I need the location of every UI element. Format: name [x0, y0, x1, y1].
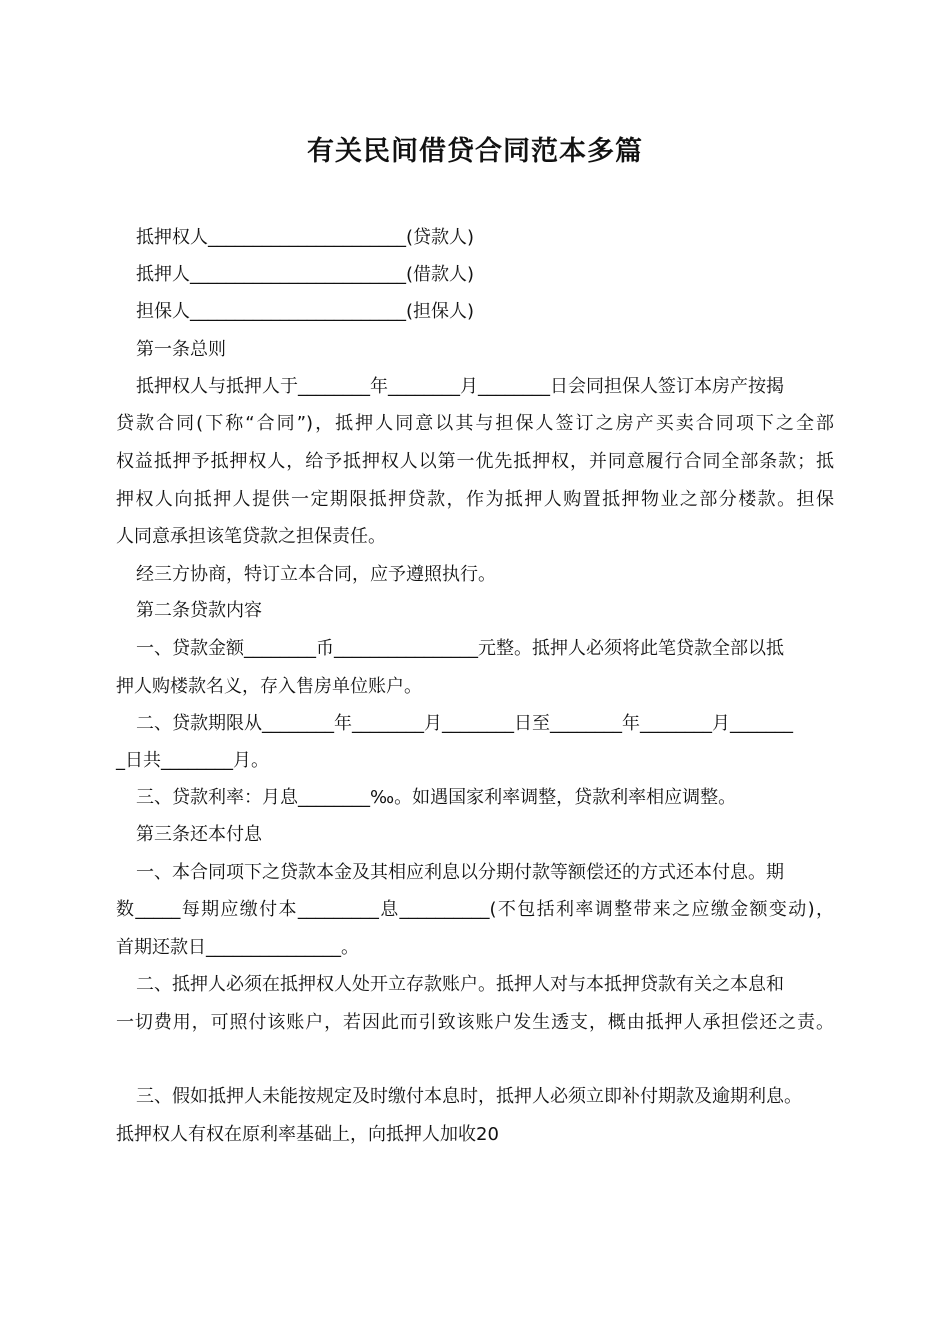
- section-heading: 第三条还本付息: [136, 824, 262, 845]
- paragraph-line: 首期还款日_______________。: [116, 937, 359, 958]
- paragraph-line: 二、贷款期限从________年________月________日至________年________月_______: [136, 713, 793, 734]
- section-heading: 第二条贷款内容: [136, 600, 262, 621]
- paragraph-line: 押人购楼款名义，存入售房单位账户。: [116, 676, 422, 697]
- paragraph: 经三方协商，特订立本合同，应予遵照执行。: [136, 564, 496, 585]
- paragraph-line: 一切费用，可照付该账户，若因此而引致该账户发生透支，概由抵押人承担偿还之责。: [116, 1012, 834, 1033]
- paragraph-line: 抵押权人有权在原利率基础上，向抵押人加收20: [116, 1124, 499, 1145]
- paragraph-line: _日共________月。: [116, 750, 269, 771]
- paragraph-line: 数_____每期应缴付本_________息__________(不包括利率调整带来之应缴金额变动)，: [116, 899, 834, 920]
- party-mortgagee: 抵押权人______________________(贷款人): [136, 227, 475, 248]
- section-heading: 第一条总则: [136, 339, 226, 360]
- party-guarantor: 担保人________________________(担保人): [136, 301, 475, 322]
- paragraph-line: 一、贷款金额________币________________元整。抵押人必须将此笔贷款全部以抵: [136, 638, 784, 659]
- paragraph-line: 贷款合同(下称“合同”)，抵押人同意以其与担保人签订之房产买卖合同项下之全部: [116, 413, 834, 434]
- paragraph-line: 押权人向抵押人提供一定期限抵押贷款，作为抵押人购置抵押物业之部分楼款。担保: [116, 489, 834, 510]
- document-title: 有关民间借贷合同范本多篇: [307, 136, 643, 167]
- paragraph-line: 二、抵押人必须在抵押权人处开立存款账户。抵押人对与本抵押贷款有关之本息和: [136, 974, 784, 995]
- party-mortgagor: 抵押人________________________(借款人): [136, 264, 475, 285]
- paragraph-line: 人同意承担该笔贷款之担保责任。: [116, 526, 386, 547]
- paragraph-line: 一、本合同项下之贷款本金及其相应利息以分期付款等额偿还的方式还本付息。期: [136, 862, 784, 883]
- paragraph-line: 权益抵押予抵押权人，给予抵押权人以第一优先抵押权，并同意履行合同全部条款；抵: [116, 451, 834, 472]
- paragraph-line: 三、假如抵押人未能按规定及时缴付本息时，抵押人必须立即补付期款及逾期利息。: [136, 1086, 802, 1107]
- paragraph: 三、贷款利率：月息________‰。如遇国家利率调整，贷款利率相应调整。: [136, 787, 737, 808]
- paragraph-line: 抵押权人与抵押人于________年________月________日会同担保人签订本房产按揭: [136, 376, 784, 397]
